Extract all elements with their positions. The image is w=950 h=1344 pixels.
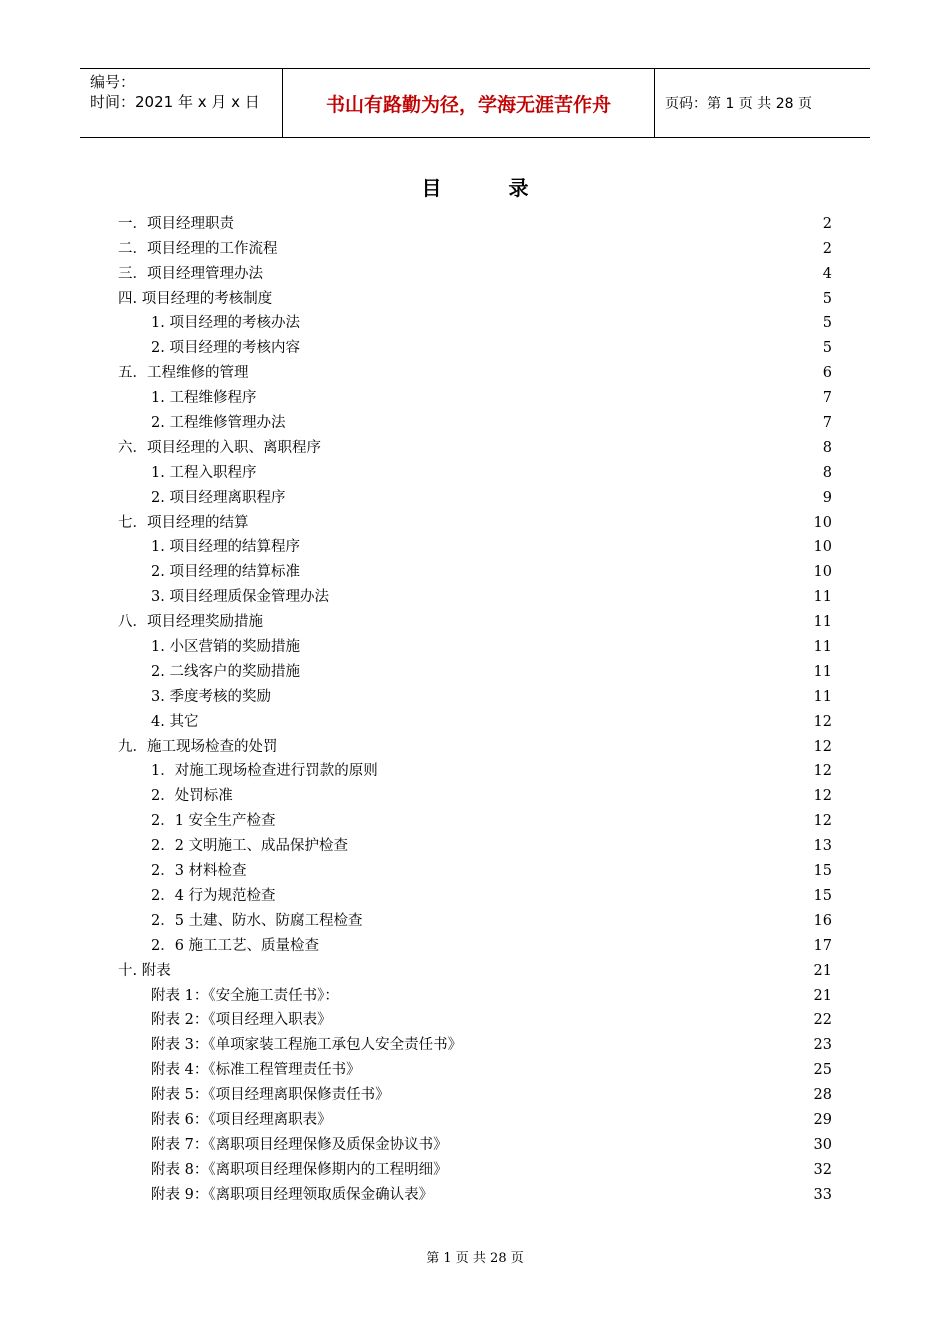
toc-entry[interactable] bbox=[118, 981, 832, 1006]
toc-entry[interactable] bbox=[118, 508, 832, 533]
toc-entry-page: 12 bbox=[813, 788, 832, 805]
toc-leader-dots bbox=[172, 965, 813, 977]
toc-entry[interactable] bbox=[118, 458, 832, 483]
toc-entry-page: 11 bbox=[813, 639, 832, 656]
toc-leader-dots bbox=[257, 467, 821, 479]
toc-entry-page: 12 bbox=[813, 813, 832, 830]
toc-entry-page: 30 bbox=[813, 1136, 832, 1153]
toc-entry[interactable] bbox=[118, 881, 832, 906]
toc-entry[interactable] bbox=[118, 284, 832, 309]
table-of-contents bbox=[118, 209, 832, 1205]
toc-leader-dots bbox=[449, 1139, 813, 1151]
toc-entry-label: 六．项目经理的入职、离职程序 bbox=[118, 439, 321, 456]
toc-leader-dots bbox=[248, 865, 813, 877]
toc-entry[interactable] bbox=[118, 408, 832, 433]
toc-entry[interactable] bbox=[118, 1055, 832, 1080]
toc-entry-page: 12 bbox=[813, 713, 832, 730]
toc-leader-dots bbox=[279, 243, 822, 255]
toc-entry-label: 附表 9：《离职项目经理领取质保金确认表》 bbox=[151, 1186, 434, 1203]
toc-entry-page: 29 bbox=[813, 1111, 832, 1128]
toc-entry-page: 17 bbox=[813, 937, 832, 954]
toc-entry[interactable] bbox=[118, 1006, 832, 1031]
toc-entry-label: 附表 3：《单项家装工程施工承包人安全责任书》 bbox=[151, 1037, 463, 1054]
toc-entry[interactable] bbox=[118, 906, 832, 931]
toc-leader-dots bbox=[250, 517, 813, 529]
toc-entry[interactable] bbox=[118, 358, 832, 383]
toc-entry-label: 附表 5：《项目经理离职保修责任书》 bbox=[151, 1087, 390, 1104]
page-title: 目 录 bbox=[421, 176, 559, 200]
toc-entry[interactable] bbox=[118, 607, 832, 632]
toc-entry-label: 2. 项目经理的考核内容 bbox=[151, 340, 300, 357]
toc-entry-page: 11 bbox=[813, 663, 832, 680]
toc-leader-dots bbox=[330, 591, 813, 603]
toc-entry-label: 1．对施工现场检查进行罚款的原则 bbox=[151, 763, 378, 780]
toc-leader-dots bbox=[349, 840, 812, 852]
toc-entry-page: 7 bbox=[822, 390, 832, 407]
toc-entry-label: 2. 工程维修管理办法 bbox=[151, 415, 286, 432]
toc-entry-label: 附表 7：《离职项目经理保修及质保金协议书》 bbox=[151, 1136, 448, 1153]
toc-entry-label: 附表 4：《标准工程管理责任书》 bbox=[151, 1062, 361, 1079]
toc-leader-dots bbox=[286, 492, 821, 504]
toc-leader-dots bbox=[463, 1039, 812, 1051]
toc-entry[interactable] bbox=[118, 333, 832, 358]
toc-entry[interactable] bbox=[118, 309, 832, 334]
toc-entry-label: 七．项目经理的结算 bbox=[118, 514, 249, 531]
toc-entry[interactable] bbox=[118, 806, 832, 831]
toc-entry-page: 2 bbox=[822, 240, 832, 257]
toc-leader-dots bbox=[301, 566, 813, 578]
toc-entry-page: 8 bbox=[822, 439, 832, 456]
toc-leader-dots bbox=[449, 1164, 813, 1176]
toc-entry[interactable] bbox=[118, 856, 832, 881]
toc-entry[interactable] bbox=[118, 781, 832, 806]
toc-leader-dots bbox=[301, 317, 822, 329]
toc-leader-dots bbox=[279, 741, 813, 753]
toc-entry-label: 附表 6：《项目经理离职表》 bbox=[151, 1111, 332, 1128]
toc-entry-page: 28 bbox=[813, 1087, 832, 1104]
toc-leader-dots bbox=[273, 293, 822, 305]
toc-entry-page: 15 bbox=[813, 863, 832, 880]
toc-entry-label: 2．4 行为规范检查 bbox=[151, 887, 276, 904]
toc-entry-label: 附表 8：《离职项目经理保修期内的工程明细》 bbox=[151, 1161, 448, 1178]
toc-entry[interactable] bbox=[118, 682, 832, 707]
toc-entry-page: 23 bbox=[813, 1037, 832, 1054]
toc-entry-page: 12 bbox=[813, 763, 832, 780]
toc-entry-page: 13 bbox=[813, 838, 832, 855]
toc-entry[interactable] bbox=[118, 1180, 832, 1205]
document-header bbox=[80, 68, 870, 138]
toc-entry-label: 1. 项目经理的结算程序 bbox=[151, 539, 300, 556]
toc-leader-dots bbox=[250, 367, 822, 379]
toc-entry-label: 2．1 安全生产检查 bbox=[151, 813, 276, 830]
toc-entry[interactable] bbox=[118, 1105, 832, 1130]
toc-entry[interactable] bbox=[118, 582, 832, 607]
toc-entry-label: 1. 小区营销的奖励措施 bbox=[151, 639, 300, 656]
toc-leader-dots bbox=[301, 641, 813, 653]
toc-entry-page: 25 bbox=[813, 1062, 832, 1079]
toc-entry-label: 九．施工现场检查的处罚 bbox=[118, 738, 278, 755]
toc-entry-page: 9 bbox=[822, 489, 832, 506]
toc-entry-label: 二．项目经理的工作流程 bbox=[118, 240, 278, 257]
toc-leader-dots bbox=[301, 666, 813, 678]
toc-leader-dots bbox=[234, 790, 813, 802]
toc-leader-dots bbox=[391, 1089, 813, 1101]
toc-leader-dots bbox=[235, 218, 822, 230]
toc-leader-dots bbox=[264, 268, 822, 280]
toc-leader-dots bbox=[333, 1114, 813, 1126]
header-page-info: 页码：第 1 页 共 28 页 bbox=[665, 96, 812, 112]
number-label: 编号： bbox=[90, 73, 136, 91]
toc-entry-label: 2．2 文明施工、成品保护检查 bbox=[151, 838, 349, 855]
toc-entry-label: 2．3 材料检查 bbox=[151, 863, 247, 880]
toc-entry-page: 5 bbox=[822, 340, 832, 357]
toc-entry-label: 2．6 施工工艺、质量检查 bbox=[151, 937, 320, 954]
toc-entry-label: 2. 项目经理离职程序 bbox=[151, 489, 286, 506]
toc-leader-dots bbox=[333, 1014, 813, 1026]
toc-entry[interactable] bbox=[118, 483, 832, 508]
toc-entry-page: 21 bbox=[813, 987, 832, 1004]
toc-leader-dots bbox=[379, 765, 813, 777]
toc-entry-label: 2. 项目经理的结算标准 bbox=[151, 564, 300, 581]
toc-entry-page: 4 bbox=[822, 265, 832, 282]
toc-entry-page: 33 bbox=[813, 1186, 832, 1203]
page-footer: 第 1 页 共 28 页 bbox=[426, 1251, 524, 1266]
toc-entry[interactable] bbox=[118, 632, 832, 657]
toc-entry[interactable] bbox=[118, 732, 832, 757]
toc-entry[interactable] bbox=[118, 234, 832, 259]
toc-entry-label: 一．项目经理职责 bbox=[118, 215, 234, 232]
toc-leader-dots bbox=[272, 691, 813, 703]
toc-entry[interactable] bbox=[118, 931, 832, 956]
toc-entry[interactable] bbox=[118, 259, 832, 284]
toc-entry[interactable] bbox=[118, 383, 832, 408]
toc-entry-page: 10 bbox=[813, 514, 832, 531]
toc-leader-dots bbox=[277, 815, 813, 827]
toc-entry-label: 3. 季度考核的奖励 bbox=[151, 688, 271, 705]
toc-entry-page: 15 bbox=[813, 887, 832, 904]
toc-leader-dots bbox=[286, 417, 821, 429]
toc-entry-label: 附表 2：《项目经理入职表》 bbox=[151, 1012, 332, 1029]
toc-entry-page: 11 bbox=[813, 688, 832, 705]
toc-entry[interactable] bbox=[118, 557, 832, 582]
toc-entry-page: 10 bbox=[813, 539, 832, 556]
toc-entry-label: 八．项目经理奖励措施 bbox=[118, 614, 263, 631]
toc-leader-dots bbox=[434, 1189, 812, 1201]
toc-leader-dots bbox=[264, 616, 813, 628]
toc-entry[interactable] bbox=[118, 831, 832, 856]
toc-entry-page: 6 bbox=[822, 365, 832, 382]
toc-entry-label: 3. 项目经理质保金管理办法 bbox=[151, 589, 329, 606]
time-label: 时间：2021 年 x 月 x 日 bbox=[90, 93, 260, 111]
toc-entry-label: 四. 项目经理的考核制度 bbox=[118, 290, 273, 307]
toc-entry[interactable] bbox=[118, 1030, 832, 1055]
toc-entry-page: 11 bbox=[813, 589, 832, 606]
toc-entry-label: 4. 其它 bbox=[151, 713, 199, 730]
toc-entry-page: 16 bbox=[813, 912, 832, 929]
toc-entry[interactable] bbox=[118, 657, 832, 682]
toc-entry[interactable] bbox=[118, 956, 832, 981]
toc-entry-label: 1. 项目经理的考核办法 bbox=[151, 315, 300, 332]
toc-entry[interactable] bbox=[118, 707, 832, 732]
toc-entry-page: 5 bbox=[822, 290, 832, 307]
toc-leader-dots bbox=[364, 915, 813, 927]
toc-entry[interactable] bbox=[118, 757, 832, 782]
toc-entry-page: 2 bbox=[822, 215, 832, 232]
toc-entry-label: 附表 1：《安全施工责任书》： bbox=[151, 987, 339, 1004]
toc-entry-label: 三．项目经理管理办法 bbox=[118, 265, 263, 282]
toc-entry-page: 5 bbox=[822, 315, 832, 332]
toc-entry-label: 1. 工程维修程序 bbox=[151, 390, 257, 407]
toc-leader-dots bbox=[340, 990, 813, 1002]
toc-entry-page: 11 bbox=[813, 614, 832, 631]
toc-entry-label: 2. 二线客户的奖励措施 bbox=[151, 663, 300, 680]
toc-entry-page: 8 bbox=[822, 464, 832, 481]
toc-entry-label: 2．5 土建、防水、防腐工程检查 bbox=[151, 912, 363, 929]
header-left-cell bbox=[80, 69, 282, 137]
toc-entry-page: 21 bbox=[813, 962, 832, 979]
toc-entry-page: 10 bbox=[813, 564, 832, 581]
toc-entry[interactable] bbox=[118, 1155, 832, 1180]
toc-leader-dots bbox=[277, 890, 813, 902]
toc-entry-label: 2．处罚标准 bbox=[151, 788, 233, 805]
toc-leader-dots bbox=[320, 940, 812, 952]
toc-entry-label: 十. 附表 bbox=[118, 962, 171, 979]
toc-entry[interactable] bbox=[118, 433, 832, 458]
motto: 书山有路勤为径，学海无涯苦作舟 bbox=[282, 69, 655, 137]
toc-entry[interactable] bbox=[118, 1130, 832, 1155]
toc-leader-dots bbox=[322, 442, 822, 454]
toc-entry[interactable] bbox=[118, 533, 832, 558]
toc-entry-label: 五．工程维修的管理 bbox=[118, 365, 249, 382]
toc-leader-dots bbox=[301, 541, 813, 553]
toc-entry[interactable] bbox=[118, 209, 832, 234]
toc-entry[interactable] bbox=[118, 1080, 832, 1105]
toc-entry-page: 22 bbox=[813, 1012, 832, 1029]
toc-leader-dots bbox=[257, 392, 821, 404]
toc-leader-dots bbox=[199, 716, 812, 728]
toc-entry-page: 32 bbox=[813, 1161, 832, 1178]
toc-entry-label: 1. 工程入职程序 bbox=[151, 464, 257, 481]
toc-entry-page: 7 bbox=[822, 415, 832, 432]
toc-entry-page: 12 bbox=[813, 738, 832, 755]
toc-leader-dots bbox=[362, 1064, 813, 1076]
toc-leader-dots bbox=[301, 342, 822, 354]
